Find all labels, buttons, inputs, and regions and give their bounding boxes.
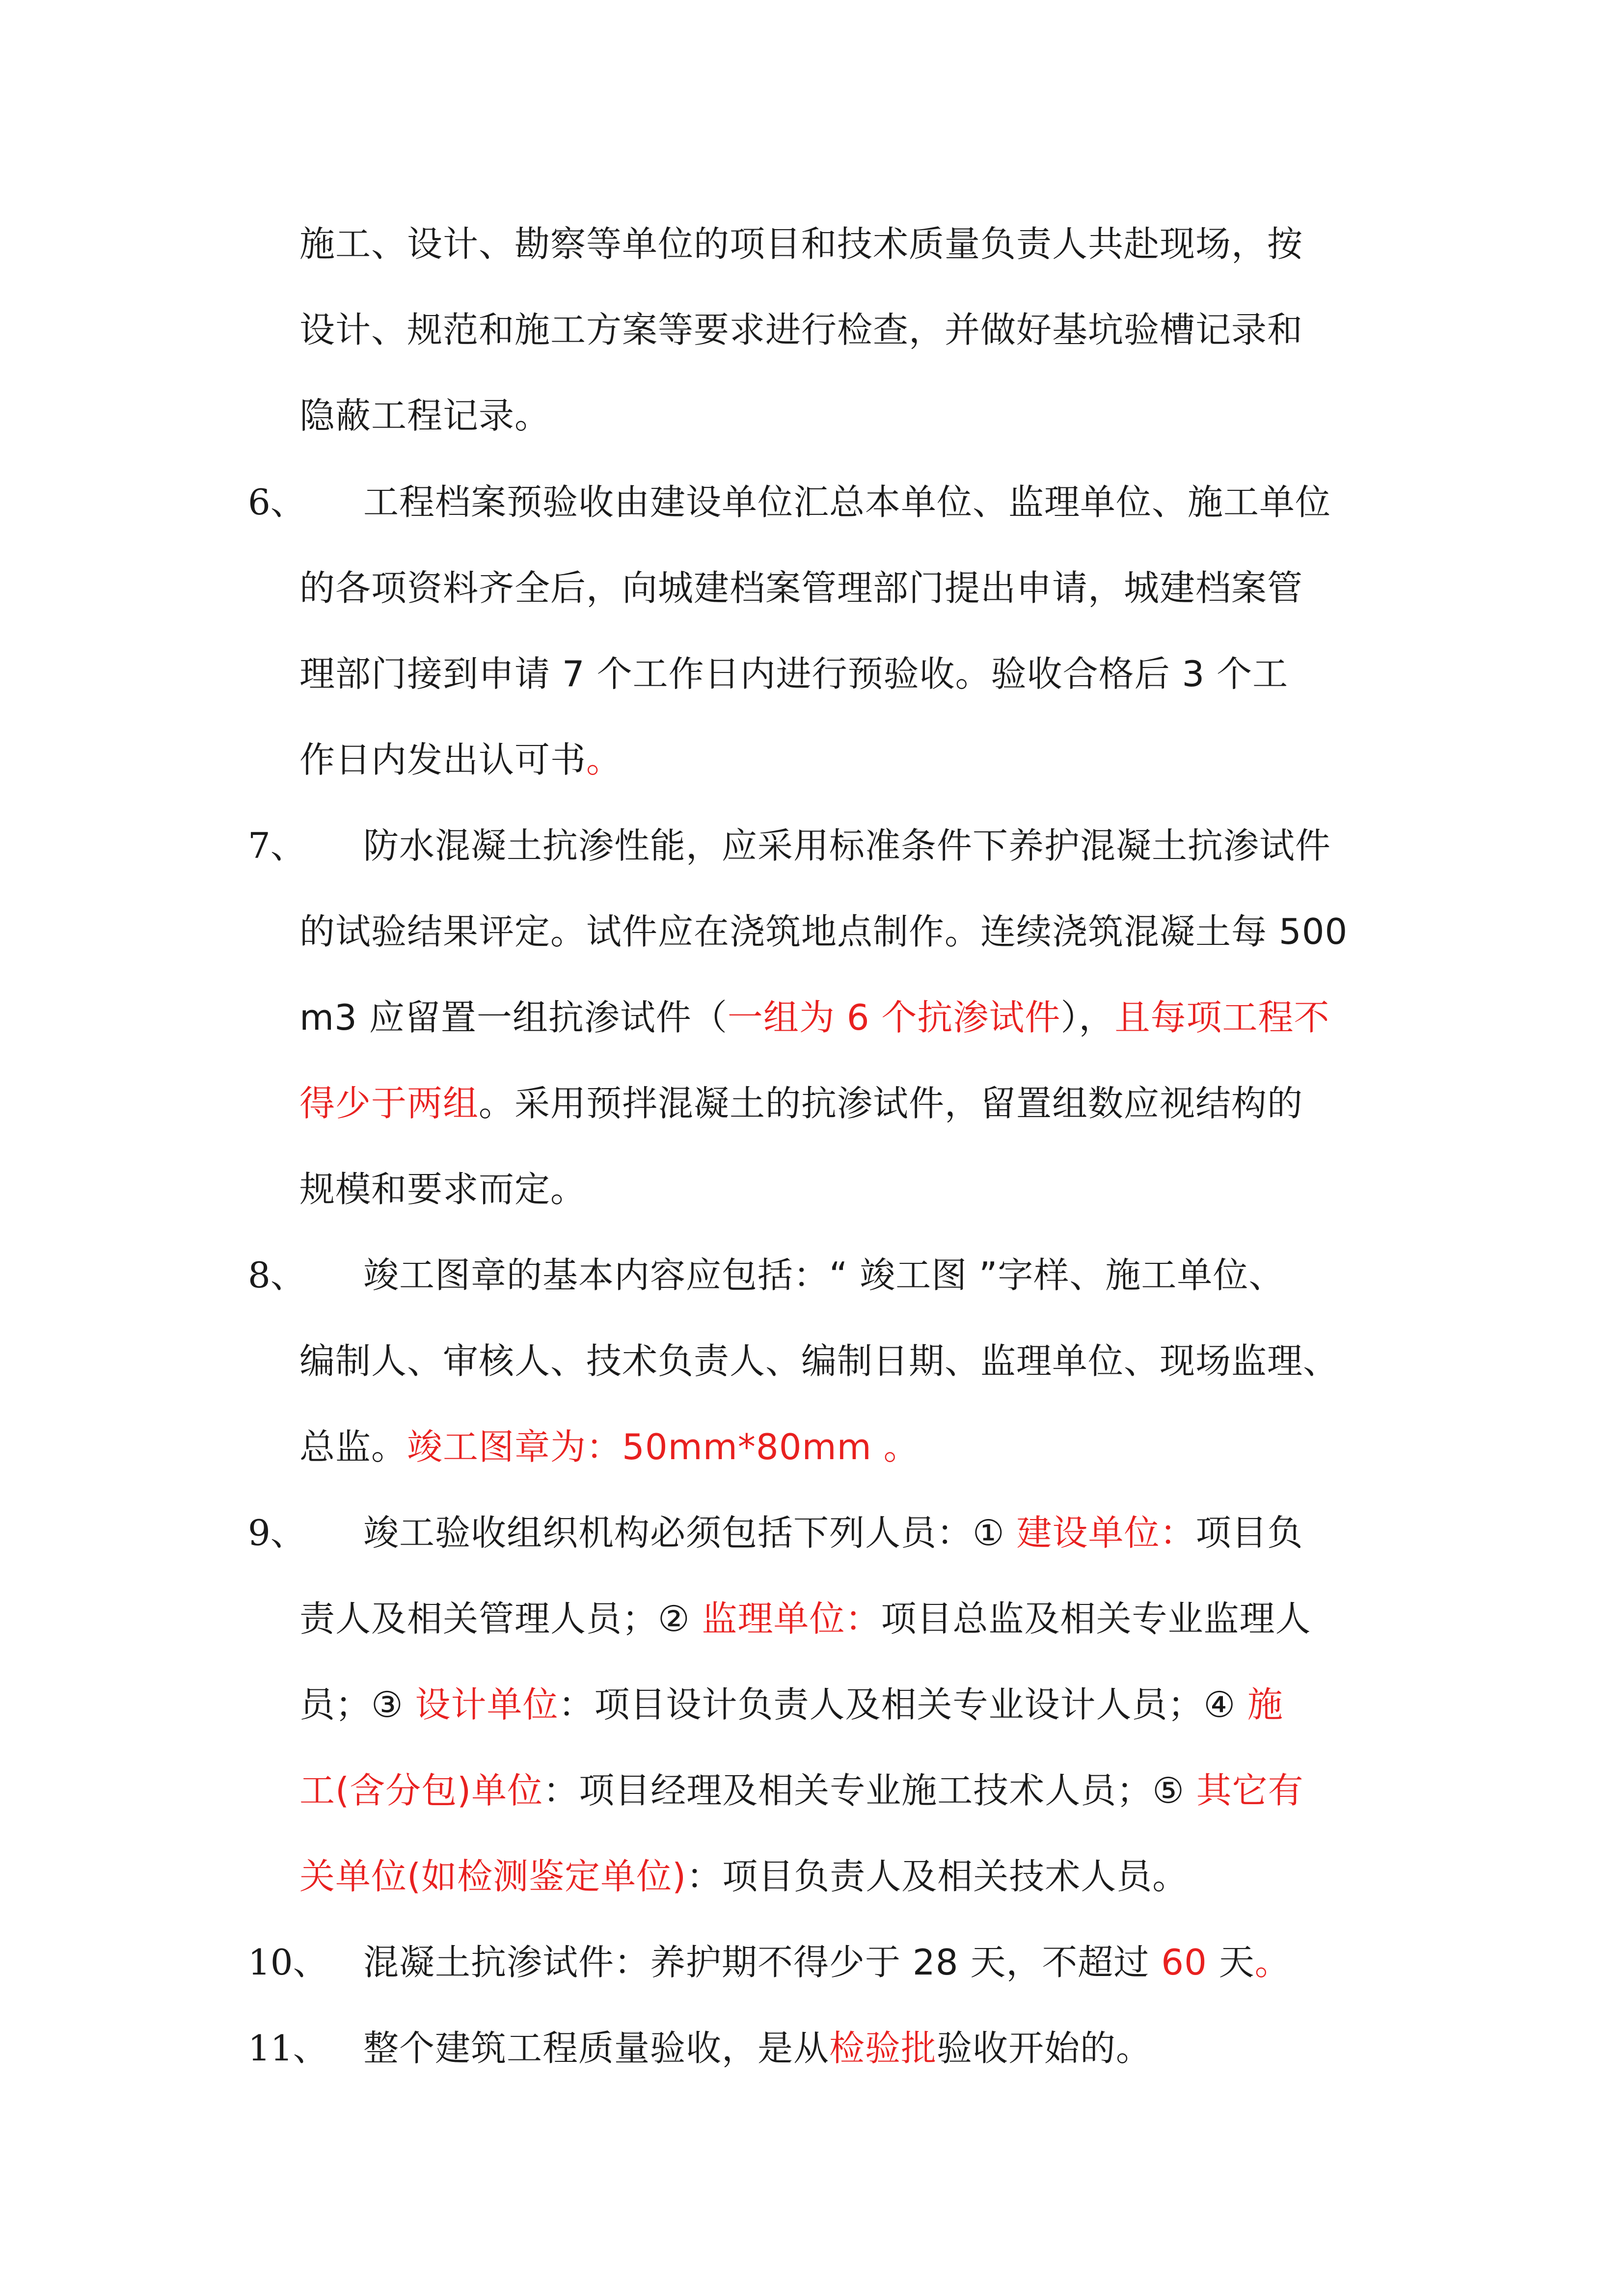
paragraph-line bbox=[299, 1425, 920, 1469]
paragraph-line: 编制人、审核人、技术负责人、编制日期、监理单位、现场监理、 bbox=[299, 1340, 1339, 1382]
text-run: 作日内发出认可书 bbox=[299, 739, 587, 780]
text-run: ：项目负责人及相关技术人员。 bbox=[686, 1856, 1189, 1897]
text-run: ：项目设计负责人及相关专业设计人员；④ bbox=[558, 1684, 1247, 1725]
highlight-text: 建设单位： bbox=[1016, 1512, 1196, 1553]
paragraph-line: 的各项资料齐全后，向城建档案管理部门提出申请，城建档案管 bbox=[299, 567, 1303, 609]
paragraph-line: 规模和要求而定。 bbox=[299, 1169, 587, 1210]
highlight-text: 工(含分包)单位 bbox=[299, 1770, 543, 1811]
paragraph-line: 理部门接到申请 7 个工作日内进行预验收。验收合格后 3 个工 bbox=[299, 653, 1289, 694]
paragraph-line bbox=[363, 1511, 1303, 1555]
paragraph-line: 工程档案预验收由建设单位汇总本单位、监理单位、施工单位 bbox=[363, 481, 1331, 523]
paragraph-line bbox=[299, 1081, 1303, 1125]
paragraph-line bbox=[363, 2026, 1152, 2070]
highlight-text: 关单位(如检测鉴定单位) bbox=[299, 1856, 687, 1897]
item-number: 6、 bbox=[248, 481, 306, 523]
highlight-text: 得少于两组 bbox=[299, 1083, 479, 1124]
highlight-text: 其它有 bbox=[1196, 1770, 1304, 1811]
paragraph-line bbox=[363, 1940, 1291, 1984]
highlight-text: 且每项工程不 bbox=[1114, 997, 1330, 1038]
paragraph-line bbox=[299, 995, 1329, 1040]
item-number: 9、 bbox=[248, 1512, 306, 1553]
highlight-text: 。 bbox=[1254, 1942, 1291, 1983]
highlight-text: 一组为 6 个抗渗试件 bbox=[727, 997, 1061, 1038]
paragraph-line bbox=[299, 1768, 1304, 1813]
item-number: 7、 bbox=[248, 825, 306, 866]
paragraph-line: 竣工图章的基本内容应包括：“ 竣工图 ”字样、施工单位、 bbox=[363, 1255, 1285, 1296]
paragraph-line: 施工、设计、勘察等单位的项目和技术质量负责人共赴现场，按 bbox=[299, 223, 1303, 265]
highlight-text: 监理单位： bbox=[702, 1598, 881, 1639]
text-run: 项目总监及相关专业监理人 bbox=[881, 1598, 1311, 1639]
text-run: 竣工验收组织机构必须包括下列人员：① bbox=[363, 1512, 1017, 1553]
paragraph-line: 防水混凝土抗渗性能，应采用标准条件下养护混凝土抗渗试件 bbox=[363, 825, 1331, 866]
text-run: ：项目经理及相关专业施工技术人员；⑤ bbox=[543, 1770, 1196, 1811]
highlight-text: 竣工图章为：50mm*80mm 。 bbox=[407, 1426, 920, 1468]
text-run: 天 bbox=[1207, 1942, 1255, 1983]
text-run: 责人及相关管理人员；② bbox=[299, 1598, 702, 1639]
paragraph-line bbox=[299, 1854, 1188, 1898]
text-run: 员；③ bbox=[299, 1684, 415, 1725]
highlight-text: 施 bbox=[1247, 1684, 1283, 1725]
paragraph-line: 隐蔽工程记录。 bbox=[299, 395, 551, 436]
text-run: 混凝土抗渗试件：养护期不得少于 28 天，不超过 bbox=[363, 1942, 1162, 1983]
item-number: 11、 bbox=[248, 2028, 328, 2069]
paragraph-line bbox=[299, 1597, 1311, 1641]
highlight-text: 。 bbox=[586, 739, 623, 780]
text-run: 总监。 bbox=[299, 1426, 407, 1468]
text-run: 验收开始的。 bbox=[937, 2028, 1152, 2069]
item-number: 8、 bbox=[248, 1255, 306, 1296]
item-number: 10、 bbox=[248, 1942, 328, 1983]
paragraph-line: 的试验结果评定。试件应在浇筑地点制作。连续浇筑混凝土每 500 bbox=[299, 911, 1348, 952]
highlight-text: 检验批 bbox=[829, 2028, 937, 2069]
paragraph-line: 设计、规范和施工方案等要求进行检查，并做好基坑验槽记录和 bbox=[299, 309, 1303, 350]
paragraph-line bbox=[299, 738, 622, 782]
text-run: 项目负 bbox=[1195, 1512, 1303, 1553]
highlight-text: 设计单位 bbox=[415, 1684, 559, 1725]
text-run: 整个建筑工程质量验收，是从 bbox=[363, 2028, 830, 2069]
text-run: 。采用预拌混凝土的抗渗试件，留置组数应视结构的 bbox=[479, 1083, 1303, 1124]
text-run: m3 应留置一组抗渗试件（ bbox=[299, 997, 728, 1038]
highlight-text: 60 bbox=[1161, 1942, 1207, 1983]
paragraph-line bbox=[299, 1682, 1283, 1727]
text-run: ）， bbox=[1060, 997, 1115, 1038]
